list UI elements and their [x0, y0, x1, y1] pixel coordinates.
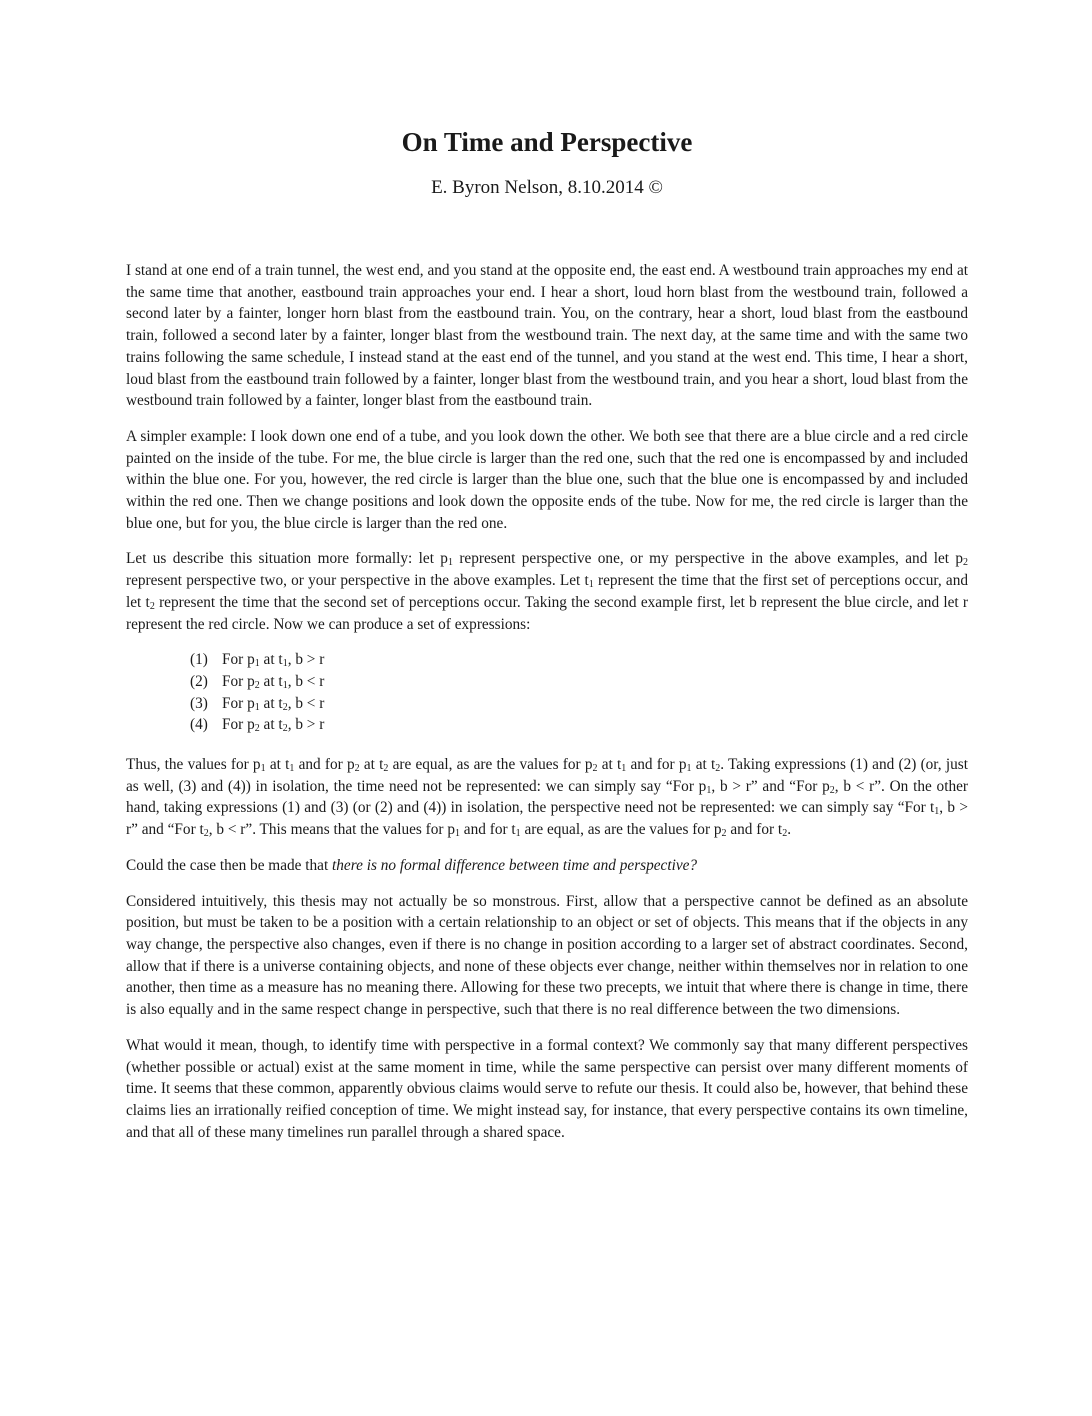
expression-item: (3) For $p_1$ at $t_2$, b < r [190, 694, 325, 713]
paragraph-equal-values: Thus, the values for $p_1$ at $t_1$ and for $p_2$ at $t_2$ are equal, as are the values for $p_2$ at $t_1$ and for $p_1$ at $t_2$. Taking expressions (1) and (2) (or, just as well, (3) and (4)) in isolation, the time need not be represented: we can simply say “For $p_1$, b > r” and “For $p_2$, b < r”. On the other hand, taking expressions (1) and (3) (or (2) and (4)) in isolation, the perspective need not be represented: we can simply say “For $t_1$, b > r” and “For $t_2$, b < r”. This means that the values for $p_1$ and for $t_1$ are equal, as are the values for $p_2$ and for $t_2$. [126, 756, 968, 840]
paragraph-train-tunnel: I stand at one end of a train tunnel, the west end, and you stand at the opposite end, the east end. A westbound train approaches my end at the same time that another, eastbound train approaches your end. I hear a short, loud horn blast from the westbound train, followed a second later by a fainter, longer horn blast from the eastbound train. You, on the contrary, hear a short, loud blast from the eastbound train, followed a second later by a fainter, longer blast from the westbound train. The next day, at the same time and with the same two trains following the same schedule, I instead stand at the east end of the tunnel, and you stand at the west end. This time, I hear a short, loud blast from the eastbound train followed by a fainter, longer blast from the westbound train, and you hear a short, loud blast from the westbound train followed by a fainter, longer blast from the eastbound train. [126, 262, 968, 410]
paragraph-formal-context: What would it mean, though, to identify time with perspective in a formal context? We commonly say that many different perspectives (whether possible or actual) exist at the same moment in time, while the same perspective can persist over many different moments of time. It seems that these common, apparently obvious claims would serve to refute our thesis. It could also be, however, that behind these claims lies an irrationally reified conception of time. We might instead say, for instance, that every perspective contains its own timeline, and that all of these many timelines run parallel through a shared space. [126, 1036, 968, 1141]
document-title: On Time and Perspective [401, 127, 693, 157]
paragraph-intuitive-consideration: Considered intuitively, this thesis may not actually be so monstrous. First, allow that a perspective cannot be defined as an absolute position, but must be taken to be a position with a certain relationship to an object or set of objects. This means that if the objects in any way change, the perspective also changes, even if there is no change in position according to a larger set of abstract coordinates. Second, allow that if there is a universe containing objects, and none of these objects ever change, neither within themselves nor in relation to one another, then time as a measure has no meaning there. Allowing for these two precepts, we intuit that where there is change in time, there is also equally and in the same respect change in perspective, such that there is no real difference between the two dimensions. [126, 892, 968, 1019]
expression-item: (1) For $p_1$ at $t_1$, b > r [190, 651, 325, 670]
document-body [126, 260, 968, 1157]
paragraph-thesis-question: Could the case then be made that there is no formal difference between time and perspective? [126, 856, 698, 874]
paragraph-tube-example: A simpler example: I look down one end of a tube, and you look down the other. We both see that there are a blue circle and a red circle painted on the inside of the tube. For me, the blue circle is larger than the red one, such that the red one is encompassed by and included within the blue one. For you, however, the red circle is larger than the blue one, such that the blue one is encompassed by and included within the red one. Then we change positions and look down the opposite ends of the tube. Now for me, the red circle is larger than the blue one, but for you, the blue circle is larger than the red one. [126, 427, 968, 532]
expression-item: (2) For $p_2$ at $t_1$, b < r [190, 672, 325, 691]
expression-list [190, 649, 968, 736]
expression-item: (4) For $p_2$ at $t_2$, b > r [190, 716, 325, 735]
thesis-emphasis: there is no formal difference between time and perspective? [332, 856, 698, 874]
paragraph-formal-description: Let us describe this situation more formally: let $p_1$ represent perspective one, or my perspective in the above examples, and let $p_2$ represent perspective two, or your perspective in the above examples. Let $t_1$ represent the time that the first set of perceptions occur, and let $t_2$ represent the time that the second set of perceptions occur. Taking the second example first, let b represent the blue circle, and let r represent the red circle. Now we can produce a set of expressions: [126, 550, 969, 633]
author-byline: E. Byron Nelson, 8.10.2014 © [431, 177, 663, 198]
